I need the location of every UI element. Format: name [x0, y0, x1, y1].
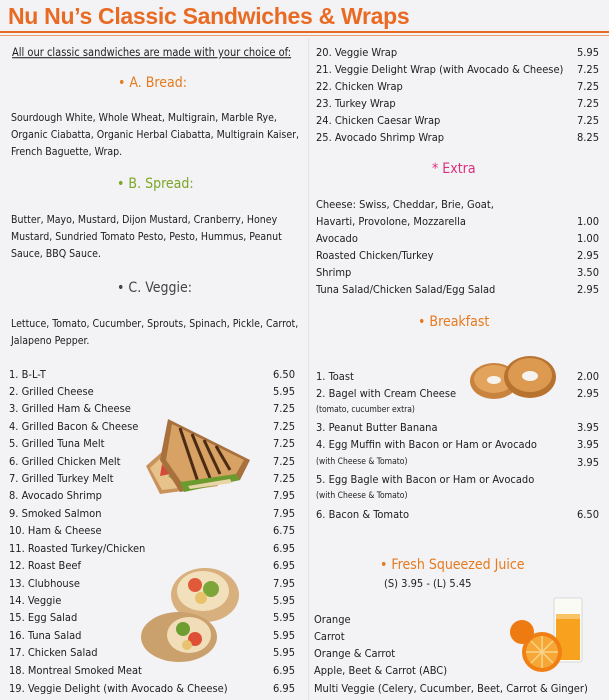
menu-item: 7. Grilled Turkey Melt 7.25 [9, 472, 295, 485]
intro-text: All our classic sandwiches are made with your choice of: [12, 45, 292, 60]
extra-cheese-line2: Havarti, Provolone, Mozzarella 1.00 [316, 215, 599, 228]
wrap-item: 25. Avocado Shrimp Wrap 8.25 [316, 131, 599, 144]
extra-item: Tuna Salad/Chicken Salad/Egg Salad 2.95 [316, 283, 599, 296]
menu-title: Nu Nu’s Classic Sandwiches & Wraps [8, 3, 410, 29]
extra-heading: * Extra [432, 161, 476, 177]
breakfast-item: 1. Toast 2.00 [316, 370, 599, 383]
menu-item: 13. Clubhouse 7.95 [9, 577, 295, 590]
extra-item: Shrimp 3.50 [316, 266, 599, 279]
spread-options: Butter, Mayo, Mustard, Dijon Mustard, Cranberry, Honey Mustard, Sundried Tomato Pesto, Pesto, Hummus, Peanut Sauce, BBQ Sauce. [11, 214, 282, 260]
menu-item: 4. Grilled Bacon & Cheese 7.25 [9, 420, 295, 433]
breakfast-item: 6. Bacon & Tomato 6.50 [316, 508, 599, 521]
menu-item: 18. Montreal Smoked Meat 6.95 [9, 664, 295, 677]
extra-cheese-line1: Cheese: Swiss, Cheddar, Brie, Goat, [316, 198, 494, 211]
menu-item: 1. B-L-T 6.50 [9, 368, 295, 381]
menu-item: 6. Grilled Chicken Melt 7.25 [9, 455, 295, 468]
menu-item: 10. Ham & Cheese 6.75 [9, 524, 295, 537]
menu-item: 3. Grilled Ham & Cheese 7.25 [9, 402, 295, 415]
menu-item: 11. Roasted Turkey/Chicken 6.95 [9, 542, 295, 555]
breakfast-item: 5. Egg Bagle with Bacon or Ham or Avocado 3.95 [316, 456, 599, 486]
breakfast-heading: • Breakfast [418, 314, 490, 330]
menu-item: 12. Roast Beef 6.95 [9, 559, 295, 572]
wrap-item: 23. Turkey Wrap 7.25 [316, 97, 599, 110]
menu-item: 8. Avocado Shrimp 7.95 [9, 489, 295, 502]
juice-heading: • Fresh Squeezed Juice [380, 557, 525, 573]
menu-item: 16. Tuna Salad 5.95 [9, 629, 295, 642]
title-rule-thin [0, 35, 609, 36]
veggie-options: Lettuce, Tomato, Cucumber, Sprouts, Spinach, Pickle, Carrot, Jalapeno Pepper. [11, 318, 299, 347]
bread-options: Sourdough White, Whole Wheat, Multigrain, Marble Rye, Organic Ciabatta, Organic Herbal Ciabatta, Multigrain Kaiser, French Baguette, Wrap. [11, 112, 300, 158]
bread-heading: • A. Bread: [118, 75, 188, 91]
spread-heading: • B. Spread: [117, 176, 194, 192]
menu-item: 5. Grilled Tuna Melt 7.25 [9, 437, 295, 450]
orange-juice-photo [508, 596, 588, 676]
menu-item: 9. Smoked Salmon 7.95 [9, 507, 295, 520]
column-divider [308, 38, 309, 700]
breakfast-item: 3. Peanut Butter Banana 3.95 [316, 421, 599, 434]
menu-item: 2. Grilled Cheese 5.95 [9, 385, 295, 398]
menu-item: 14. Veggie 5.95 [9, 594, 295, 607]
extra-item: Roasted Chicken/Turkey 2.95 [316, 249, 599, 262]
wrap-item: 24. Chicken Caesar Wrap 7.25 [316, 114, 599, 127]
grilled-sandwich-photo [140, 416, 256, 502]
title-rule [0, 31, 609, 33]
menu-item: 15. Egg Salad 5.95 [9, 611, 295, 624]
wrap-photo [137, 565, 241, 665]
breakfast-item: 2. Bagel with Cream Cheese 2.95 [316, 387, 599, 400]
breakfast-note: (tomato, cucumber extra) [316, 405, 415, 415]
veggie-heading: • C. Veggie: [117, 280, 192, 296]
menu-item: 17. Chicken Salad 5.95 [9, 646, 295, 659]
extra-item: Avocado 1.00 [316, 232, 599, 245]
menu-item: 19. Veggie Delight (with Avocado & Cheese) 6.95 [9, 682, 295, 695]
breakfast-note: (with Cheese & Tomato) [316, 491, 408, 501]
wrap-item: 22. Chicken Wrap 7.25 [316, 80, 599, 93]
breakfast-item: 4. Egg Muffin with Bacon or Ham or Avocado 3.95 [316, 438, 599, 451]
wrap-item: 21. Veggie Delight Wrap (with Avocado & Cheese) 7.25 [316, 63, 599, 76]
wrap-item: 20. Veggie Wrap 5.95 [316, 46, 599, 59]
breakfast-note: (with Cheese & Tomato) [316, 457, 408, 467]
